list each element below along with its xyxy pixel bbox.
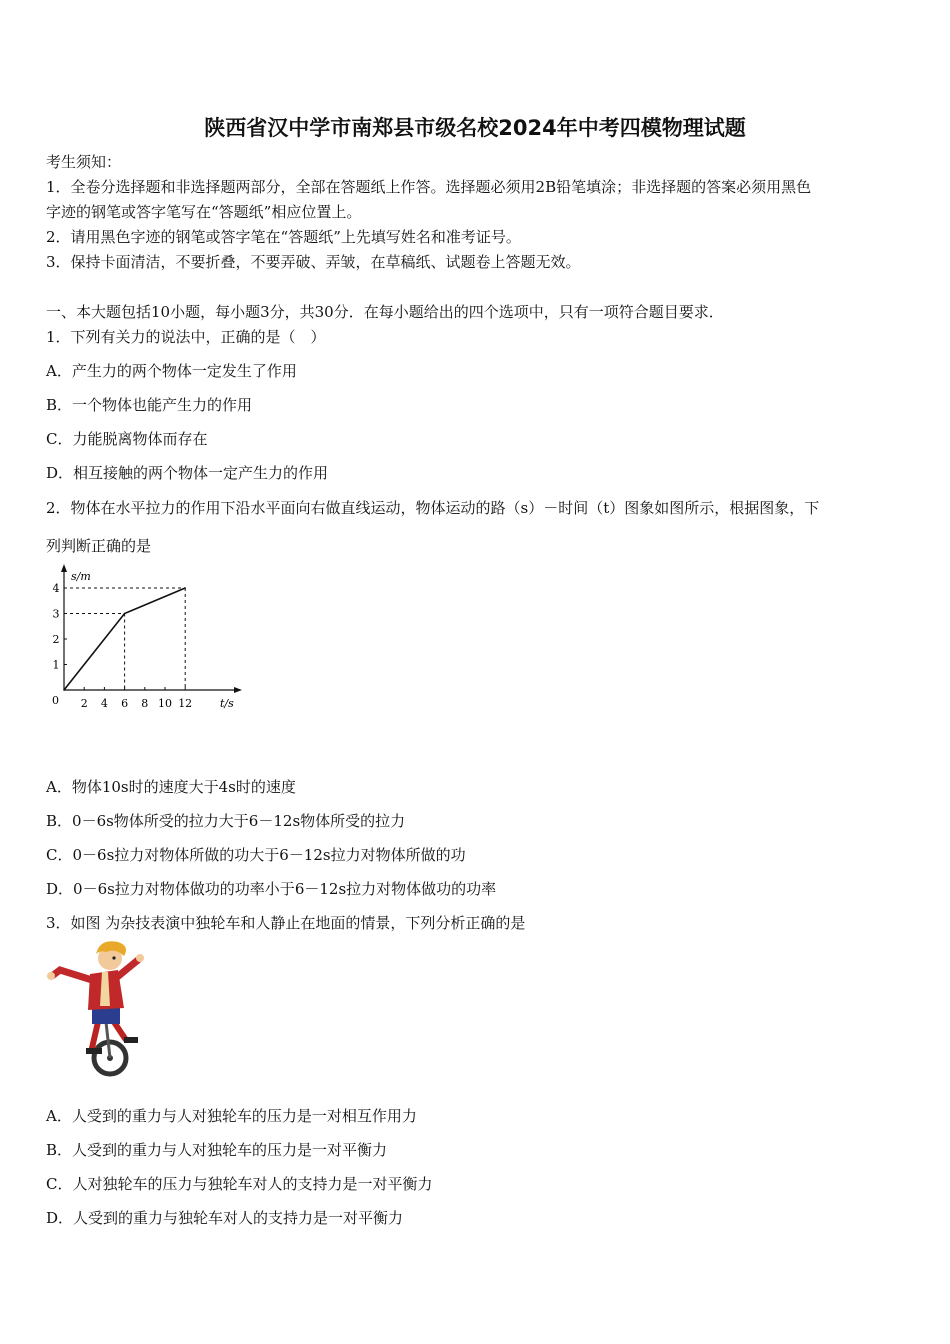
x-axis-arrow <box>234 687 242 693</box>
question-2-option-c: C．0－6s拉力对物体所做的功大于6－12s拉力对物体所做的功 <box>46 846 466 864</box>
question-2-option-d: D．0－6s拉力对物体做功的功率小于6－12s拉力对物体做功的功率 <box>46 880 497 898</box>
question-3-option-a: A．人受到的重力与人对独轮车的压力是一对相互作用力 <box>46 1107 417 1125</box>
notice-heading: 考生须知： <box>46 153 122 171</box>
notice-item: 1．全卷分选择题和非选择题两部分，全部在答题纸上作答。选择题必须用2B铅笔填涂；非选择题的答案必须用黑色 <box>46 178 812 196</box>
question-2-option-b: B．0－6s物体所受的拉力大于6－12s物体所受的拉力 <box>46 812 406 830</box>
page-title: 陕西省汉中学市南郑县市级名校2024年中考四模物理试题 <box>204 116 746 140</box>
y-axis-arrow <box>61 564 67 572</box>
question-3-option-d: D．人受到的重力与独轮车对人的支持力是一对平衡力 <box>46 1209 404 1227</box>
x-tick-label: 6 <box>121 697 129 710</box>
question-3-option-c: C．人对独轮车的压力与独轮车对人的支持力是一对平衡力 <box>46 1175 433 1193</box>
x-tick-label: 8 <box>141 697 149 710</box>
notice-item: 3．保持卡面清洁，不要折叠，不要弄破、弄皱，在草稿纸、试题卷上答题无效。 <box>46 253 581 271</box>
data-point <box>63 689 65 691</box>
unicycle-performer-figure <box>46 940 156 1085</box>
data-point <box>184 587 186 589</box>
question-3-option-b: B．人受到的重力与人对独轮车的压力是一对平衡力 <box>46 1141 388 1159</box>
x-axis-label: t/s <box>220 697 234 710</box>
question-1-option-c: C．力能脱离物体而存在 <box>46 430 208 448</box>
question-1-stem: 1．下列有关力的说法中，正确的是（ ） <box>46 328 326 346</box>
question-2-option-a: A．物体10s时的速度大于4s时的速度 <box>46 778 296 796</box>
x-tick-label: 12 <box>178 697 193 710</box>
y-axis-label: s/m <box>71 570 91 583</box>
question-2-stem: 2．物体在水平拉力的作用下沿水平面向右做直线运动，物体运动的路（s）－时间（t）图象如图所示，根据图象，下 <box>46 499 820 517</box>
y-tick-label: 1 <box>52 658 60 672</box>
notice-item: 2．请用黑色字迹的钢笔或答字笔在“答题纸”上先填写姓名和准考证号。 <box>46 228 521 246</box>
y-tick-label: 3 <box>52 607 60 621</box>
x-tick-label: 4 <box>100 697 108 710</box>
question-3-stem: 3．如图 为杂技表演中独轮车和人静止在地面的情景，下列分析正确的是 <box>46 914 526 932</box>
section-heading: 一、本大题包括10小题，每小题3分，共30分．在每小题给出的四个选项中，只有一项符合题目要求． <box>46 303 724 321</box>
origin-label: 0 <box>52 694 59 707</box>
question-1-option-d: D．相互接触的两个物体一定产生力的作用 <box>46 464 329 482</box>
x-tick-label: 10 <box>158 697 172 710</box>
notice-item: 字迹的钢笔或答字笔写在“答题纸”相应位置上。 <box>46 203 362 221</box>
data-point <box>124 613 126 615</box>
y-tick-label: 2 <box>52 633 60 646</box>
distance-time-graph <box>44 560 254 720</box>
x-tick-label: 2 <box>80 697 88 710</box>
y-tick-label: 4 <box>52 582 60 595</box>
question-2-stem-continued: 列判断正确的是 <box>46 537 152 555</box>
question-1-option-b: B．一个物体也能产生力的作用 <box>46 396 253 414</box>
question-1-option-a: A．产生力的两个物体一定发生了作用 <box>46 362 297 380</box>
